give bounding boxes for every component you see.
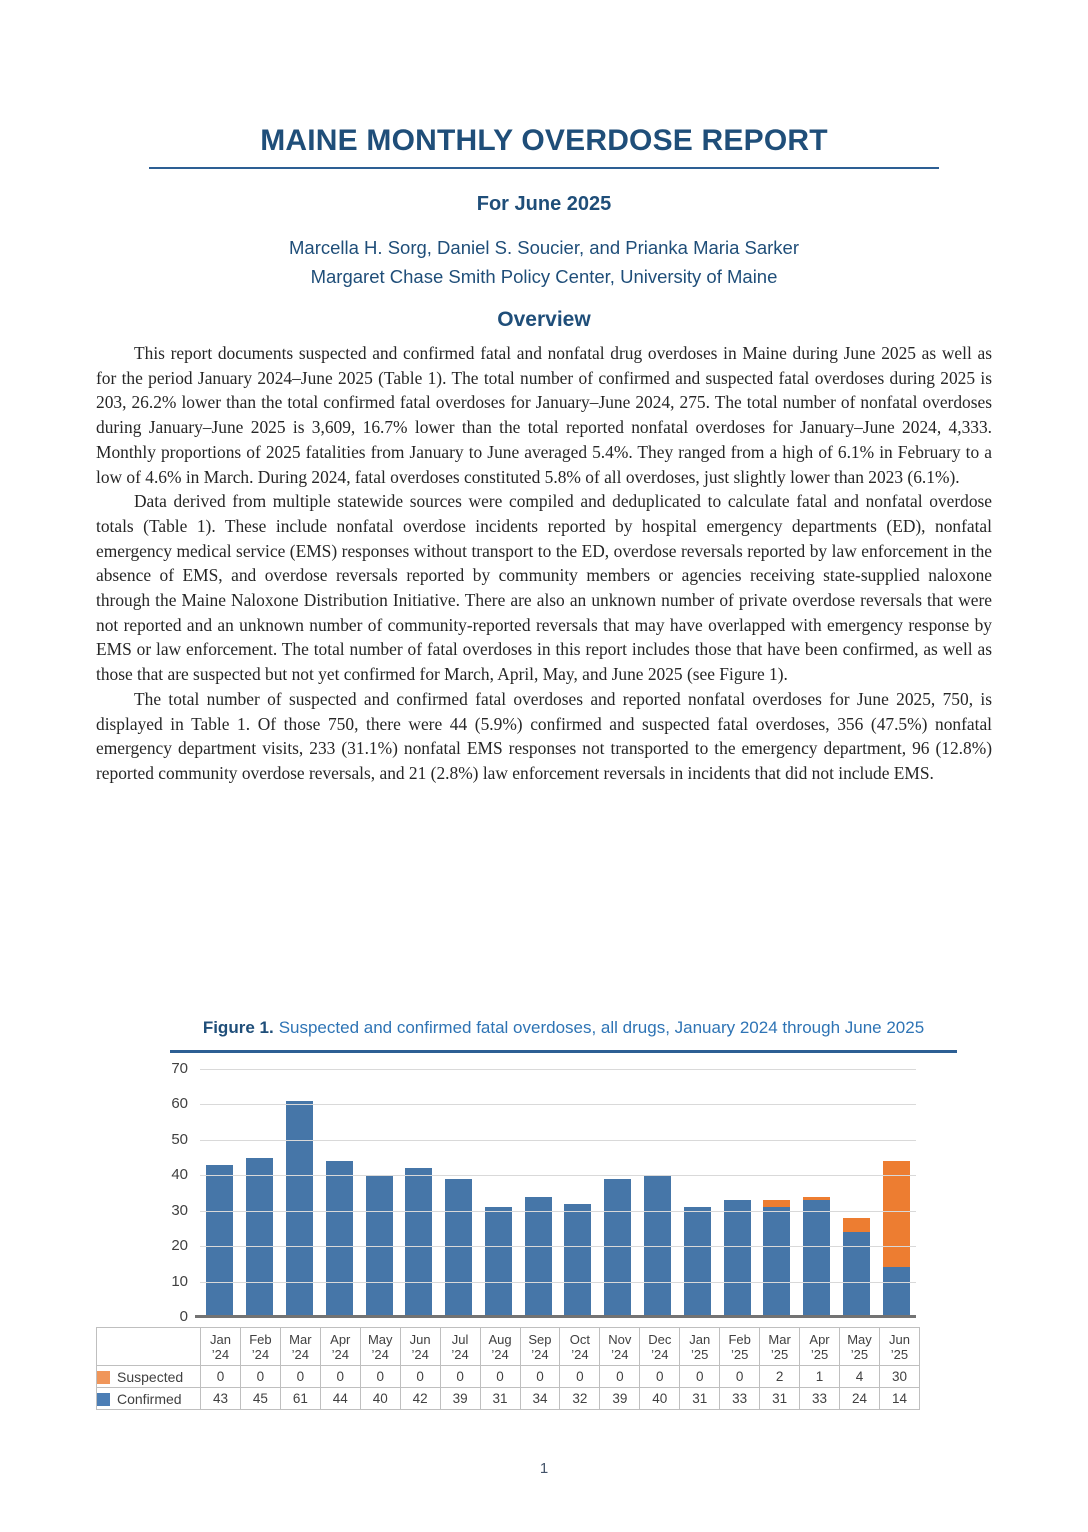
figure-caption-text: Suspected and confirmed fatal overdoses, all drugs, January 2024 through June 2025 [278,1018,925,1037]
authors-block [0,233,1088,291]
month-label: Mar [289,1331,312,1347]
year-label: ’24 [251,1346,270,1362]
bar-segment-confirmed [803,1200,830,1317]
value-cell: 0 [600,1366,640,1388]
month-label: Apr [330,1331,351,1347]
bar-column-nov24 [598,1069,638,1317]
table-header-row [97,1328,920,1366]
value-cell: 42 [400,1388,440,1410]
month-label: Apr [809,1331,830,1347]
bar-column-apr25 [797,1069,837,1317]
month-header [879,1328,919,1366]
month-label: May [367,1331,393,1347]
month-label: Jan [689,1331,711,1347]
value-cell: 33 [800,1388,840,1410]
year-label: ’25 [890,1346,909,1362]
value-cell: 39 [440,1388,480,1410]
table-row-confirmed [97,1388,920,1410]
month-header [280,1328,320,1366]
value-cell: 0 [440,1366,480,1388]
month-label: Sep [528,1331,552,1347]
value-cell: 0 [640,1366,680,1388]
section-heading-overview: Overview [497,308,591,331]
year-label: ’24 [491,1346,509,1362]
month-label: Oct [569,1331,591,1347]
page-title: MAINE MONTHLY OVERDOSE REPORT [260,124,828,157]
bar-segment-suspected [843,1218,870,1232]
value-cell: 0 [400,1366,440,1388]
y-tick-label: 0 [179,1308,188,1325]
bar-segment-suspected [763,1200,790,1207]
overview-paragraph-2: Data derived from multiple statewide sources were compiled and deduplicated to calculate fatal and nonfatal overdose totals (Table 1). These include nonfatal overdose incidents reported by hospital emergency departments (ED), nonfatal emergency medical service (EMS) responses without transport to the ED, overdose reversals reported by law enforcement in the absence of EMS, and overdose reversals reported by community members or agencies receiving state-supplied naloxone through the Maine Naloxone Distribution Initiative. There are also an unknown number of private overdose reversals that were not reported and an unknown number of community-reported reversals that may have overlapped with emergency response by EMS or law enforcement. The total number of fatal overdoses in this report includes those that have been confirmed, as well as those that are suspected but not yet confirmed for March, April, May, and June 2025 (see Figure 1). [96,491,992,685]
legend-label: Suspected [117,1368,184,1385]
year-label: ’24 [451,1346,469,1362]
bar-column-mar25 [757,1069,797,1317]
value-cell: 24 [840,1388,880,1410]
grid-line [200,1104,916,1105]
month-label: May [847,1331,872,1347]
value-cell: 32 [560,1388,600,1410]
bar-segment-confirmed [883,1267,910,1317]
value-cell: 44 [320,1388,360,1410]
grid-line [200,1140,916,1141]
bar-segment-confirmed [485,1207,512,1317]
value-cell: 0 [240,1366,280,1388]
bar-chart [96,1055,920,1325]
bar-segment-confirmed [206,1165,233,1317]
bar-segment-confirmed [525,1197,552,1318]
bar-column-jan24 [200,1069,240,1317]
value-cell: 0 [560,1366,600,1388]
year-label: ’24 [331,1346,349,1362]
legend-label: Confirmed [117,1390,182,1407]
value-cell: 0 [280,1366,320,1388]
month-label: Dec [648,1331,672,1347]
bar-segment-confirmed [604,1179,631,1317]
figure-caption [170,1018,957,1038]
year-label: ’24 [211,1346,230,1362]
year-label: ’24 [611,1346,629,1362]
authors-line: Marcella H. Sorg, Daniel S. Soucier, and Prianka Maria Sarker [289,237,799,258]
bar-column-sep24 [518,1069,558,1317]
bar-column-apr24 [319,1069,359,1317]
month-header [720,1328,760,1366]
suspected-legend-swatch [97,1371,110,1384]
month-header [520,1328,560,1366]
figure-data-table [96,1327,920,1410]
bar-column-may24 [359,1069,399,1317]
month-header [400,1328,440,1366]
y-tick-label: 70 [171,1060,188,1077]
value-cell: 2 [760,1366,800,1388]
month-header [640,1328,680,1366]
value-cell: 0 [201,1366,241,1388]
bar-segment-confirmed [843,1232,870,1317]
year-label: ’25 [810,1346,829,1362]
y-tick-label: 40 [171,1166,188,1184]
month-header [240,1328,280,1366]
bar-segment-confirmed [445,1179,472,1317]
plot-area [200,1069,916,1317]
table-corner-cell [97,1328,201,1366]
month-header [840,1328,880,1366]
y-tick-label: 20 [171,1237,188,1255]
y-tick-label: 10 [171,1272,188,1290]
bar-segment-confirmed [724,1200,751,1317]
month-label: Jun [888,1331,910,1347]
month-header [800,1328,840,1366]
title-divider [149,167,939,169]
value-cell: 34 [520,1388,560,1410]
month-label: Feb [728,1331,751,1347]
affiliation-line: Margaret Chase Smith Policy Center, University of Maine [310,266,778,287]
year-label: ’24 [371,1346,389,1362]
table-row-suspected [97,1366,920,1388]
month-label: Jan [209,1331,231,1347]
x-axis-line [195,1315,916,1318]
bar-column-feb24 [240,1069,280,1317]
report-page [0,124,1088,1532]
overview-paragraph-1: This report documents suspected and confirmed fatal and nonfatal drug overdoses in Maine during June 2025 as well as for the period January 2024–June 2025 (Table 1). The total number of confirmed and suspected fatal overdoses during 2025 is 203, 26.2% lower than the total confirmed fatal overdoses for January–June 2024, 275. The total number of nonfatal overdoses during January–June 2025 is 3,609, 16.7% lower than the total reported nonfatal overdoses for January–June 2024, 4,333. Monthly proportions of 2025 fatalities from January to June averaged 5.4%. They ranged from a high of 6.1% in February to a low of 4.6% in March. During 2024, fatal overdoses constituted 5.8% of all overdoses, just slightly lower than 2023 (6.1%). [96,343,992,487]
month-header [480,1328,520,1366]
month-header [201,1328,241,1366]
bar-column-jun24 [399,1069,439,1317]
value-cell: 30 [879,1366,919,1388]
overview-body [96,341,992,786]
month-label: Nov [608,1331,632,1347]
overview-paragraph-3: The total number of suspected and confirmed fatal overdoses and reported nonfatal overdoses for June 2025, 750, is displayed in Table 1. Of those 750, there were 44 (5.9%) confirmed and suspected fatal overdoses, 356 (47.5%) nonfatal emergency department visits, 233 (31.1%) nonfatal EMS responses not transported to the emergency department, 96 (12.8%) reported community overdose reversals, and 21 (2.8%) law enforcement reversals in incidents that did not include EMS. [96,688,992,783]
grid-line [200,1175,916,1176]
value-cell: 0 [480,1366,520,1388]
year-label: ’24 [291,1346,310,1362]
y-tick-label: 50 [171,1130,188,1148]
bar-segment-suspected [883,1161,910,1267]
bar-segment-confirmed [684,1207,711,1317]
bar-column-dec24 [638,1069,678,1317]
value-cell: 1 [800,1366,840,1388]
month-header [760,1328,800,1366]
year-label: ’24 [411,1346,429,1362]
confirmed-legend-swatch [97,1393,110,1406]
grid-line [200,1211,916,1212]
value-cell: 43 [201,1388,241,1410]
value-cell: 0 [320,1366,360,1388]
year-label: ’25 [730,1346,749,1362]
month-label: Jun [409,1331,431,1347]
month-label: Feb [249,1331,272,1347]
bar-column-oct24 [558,1069,598,1317]
value-cell: 31 [760,1388,800,1410]
value-cell: 0 [720,1366,760,1388]
bar-column-feb25 [717,1069,757,1317]
month-header [560,1328,600,1366]
month-header [440,1328,480,1366]
month-header [680,1328,720,1366]
bar-column-mar24 [280,1069,320,1317]
value-cell: 31 [480,1388,520,1410]
grid-line [200,1069,916,1070]
value-cell: 31 [680,1388,720,1410]
month-header [360,1328,400,1366]
grid-line [200,1246,916,1247]
y-tick-label: 30 [171,1201,188,1219]
year-label: ’24 [651,1346,669,1362]
year-label: ’24 [531,1346,549,1362]
bar-segment-confirmed [286,1101,313,1317]
bar-segment-confirmed [763,1207,790,1317]
report-period: For June 2025 [476,193,612,215]
value-cell: 40 [640,1388,680,1410]
value-cell: 0 [360,1366,400,1388]
year-label: ’24 [571,1346,589,1362]
bar-column-jan25 [677,1069,717,1317]
value-cell: 61 [280,1388,320,1410]
year-label: ’25 [770,1346,789,1362]
figure-divider [170,1050,957,1053]
page-number: 1 [539,1460,549,1477]
bar-segment-confirmed [246,1158,273,1317]
month-label: Mar [768,1331,791,1347]
month-header [320,1328,360,1366]
value-cell: 14 [879,1388,919,1410]
year-label: ’25 [691,1346,709,1362]
value-cell: 0 [680,1366,720,1388]
figure-1 [0,1018,1088,1410]
month-header [600,1328,640,1366]
value-cell: 33 [720,1388,760,1410]
value-cell: 45 [240,1388,280,1410]
value-cell: 0 [520,1366,560,1388]
bar-column-aug24 [478,1069,518,1317]
bar-segment-confirmed [564,1204,591,1317]
bar-columns [200,1069,916,1317]
y-tick-label: 60 [171,1095,188,1113]
month-label: Jul [451,1331,469,1347]
month-label: Aug [488,1331,512,1347]
value-cell: 4 [840,1366,880,1388]
bar-segment-confirmed [405,1168,432,1317]
value-cell: 40 [360,1388,400,1410]
grid-line [200,1282,916,1283]
bar-column-may25 [837,1069,877,1317]
bar-column-jul24 [439,1069,479,1317]
bar-segment-confirmed [326,1161,353,1317]
figure-caption-label: Figure 1. [202,1018,274,1037]
legend-cell-suspected [97,1366,201,1388]
legend-cell-confirmed [97,1388,201,1410]
bar-column-jun25 [876,1069,916,1317]
year-label: ’25 [850,1346,869,1362]
value-cell: 39 [600,1388,640,1410]
